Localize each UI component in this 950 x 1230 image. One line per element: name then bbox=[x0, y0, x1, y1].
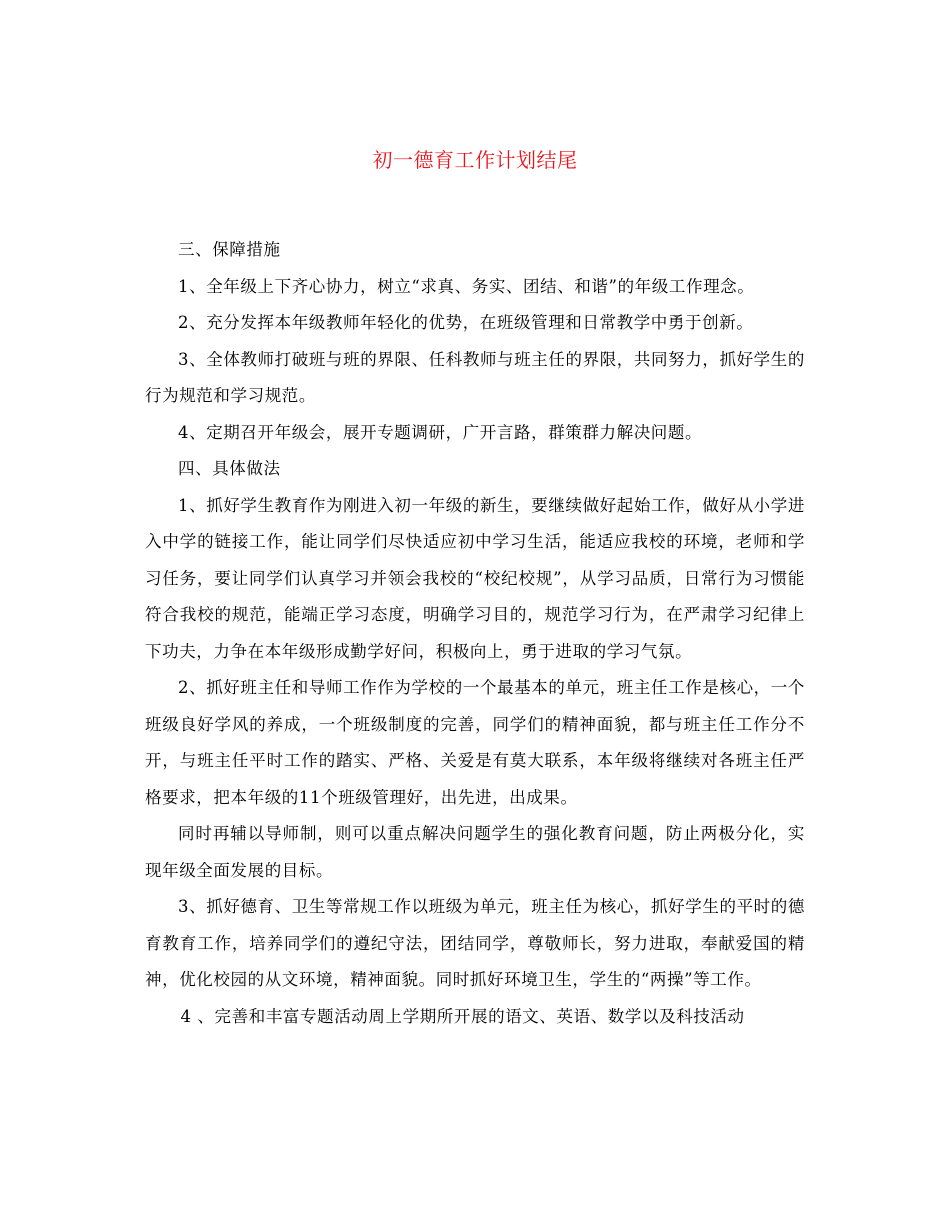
paragraph: 1、抓好学生教育作为刚进入初一年级的新生，要继续做好起始工作，做好从小学进入中学的链接工作，能让同学们尽快适应初中学习生活，能适应我校的环境，老师和学习任务，要让同学们认真学习并领会我校的“校纪校规”，从学习品质，日常行为习惯能符合我校的规范，能端正学习态度，明确学习目的，规范学习行为，在严肃学习纪律上下功夫，力争在本年级形成勤学好问，积极向上，勇于进取的学习气氛。 bbox=[145, 495, 805, 661]
paragraph: 2、抓好班主任和导师工作作为学校的一个最基本的单元，班主任工作是核心，一个班级良好学风的养成，一个班级制度的完善，同学们的精神面貌，都与班主任工作分不开，与班主任平时工作的踏实、严格、关爱是有莫大联系，本年级将继续对各班主任严格要求，把本年级的11个班级管理好，出先进，出成果。 bbox=[145, 678, 805, 807]
paragraph: 3、抓好德育、卫生等常规工作以班级为单元，班主任为核心，抓好学生的平时的德育教育工作，培养同学们的遵纪守法，团结同学，尊敬师长，努力进取，奉献爱国的精神，优化校园的从文环境，精神面貌。同时抓好环境卫生，学生的“两操”等工作。 bbox=[145, 897, 805, 989]
paragraph: 2、充分发挥本年级教师年轻化的优势，在班级管理和日常教学中勇于创新。 bbox=[178, 313, 754, 332]
section-heading-safeguards: 三、保障措施 bbox=[178, 240, 281, 259]
paragraph: 4、定期召开年级会，展开专题调研，广开言路，群策群力解决问题。 bbox=[178, 422, 703, 442]
paragraph: 4 、完善和丰富专题活动周上学期所开展的语文、英语、数学以及科技活动 bbox=[180, 1006, 745, 1026]
paragraph: 3、全体教师打破班与班的界限、任科教师与班主任的界限，共同努力，抓好学生的行为规范和学习规范。 bbox=[145, 349, 805, 405]
document-title: 初一德育工作计划结尾 bbox=[372, 148, 578, 172]
document-body bbox=[145, 232, 805, 1035]
section-heading-specific-methods: 四、具体做法 bbox=[178, 459, 281, 478]
paragraph: 同时再辅以导师制，则可以重点解决问题学生的强化教育问题，防止两极分化，实现年级全面发展的目标。 bbox=[145, 824, 805, 880]
paragraph: 1、全年级上下齐心协力，树立“求真、务实、团结、和谐”的年级工作理念。 bbox=[178, 276, 755, 296]
